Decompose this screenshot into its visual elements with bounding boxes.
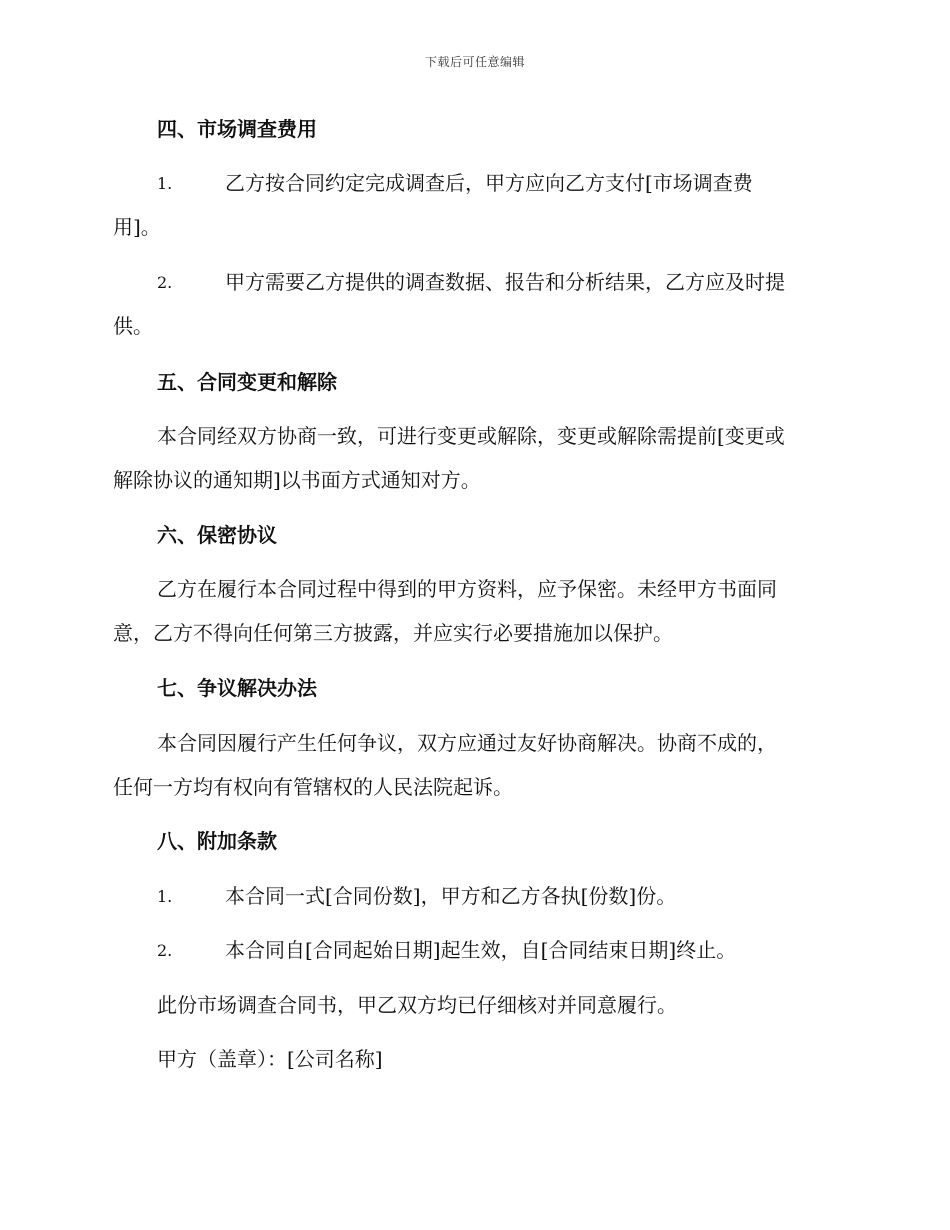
section-7-paragraph: 本合同因履行产生任何争议，双方应通过友好协商解决。协商不成的，	[157, 731, 777, 755]
section-8-item-2-text: 本合同自[合同起始日期]起生效，自[合同结束日期]终止。	[225, 938, 737, 962]
section-7-paragraph-cont: 任何一方均有权向有管辖权的人民法院起诉。	[113, 775, 513, 799]
section-6-paragraph-cont: 意，乙方不得向任何第三方披露，并应实行必要措施加以保护。	[113, 621, 673, 645]
section-8-item-1-number: 1.	[157, 887, 173, 906]
section-5-heading: 五、合同变更和解除	[157, 370, 337, 394]
section-4-item-2-text: 甲方需要乙方提供的调查数据、报告和分析结果，乙方应及时提	[225, 270, 785, 294]
section-4-item-1-number: 1.	[157, 174, 173, 193]
closing-statement: 此份市场调查合同书，甲乙双方均已仔细核对并同意履行。	[157, 993, 677, 1017]
section-4-item-2-text-cont: 供。	[113, 314, 153, 338]
section-4-item-2-number: 2.	[157, 273, 173, 292]
page-header-note: 下载后可任意编辑	[424, 55, 525, 69]
section-4-heading: 四、市场调查费用	[157, 117, 317, 141]
section-8-item-2-number: 2.	[157, 941, 173, 960]
section-6-heading: 六、保密协议	[157, 523, 277, 547]
section-5-paragraph-cont: 解除协议的通知期]以书面方式通知对方。	[113, 468, 481, 492]
party-a-signature-line: 甲方（盖章）：[公司名称]	[157, 1047, 383, 1071]
section-8-item-1-text: 本合同一式[合同份数]，甲方和乙方各执[份数]份。	[225, 884, 677, 908]
section-4-item-1-text: 乙方按合同约定完成调查后，甲方应向乙方支付[市场调查费	[225, 171, 753, 195]
section-5-paragraph: 本合同经双方协商一致，可进行变更或解除，变更或解除需提前[变更或	[157, 424, 785, 448]
section-8-heading: 八、附加条款	[157, 829, 277, 853]
section-4-item-1-text-cont: 用]。	[113, 215, 161, 239]
section-7-heading: 七、争议解决办法	[157, 676, 317, 700]
section-6-paragraph: 乙方在履行本合同过程中得到的甲方资料，应予保密。未经甲方书面同	[157, 577, 777, 601]
